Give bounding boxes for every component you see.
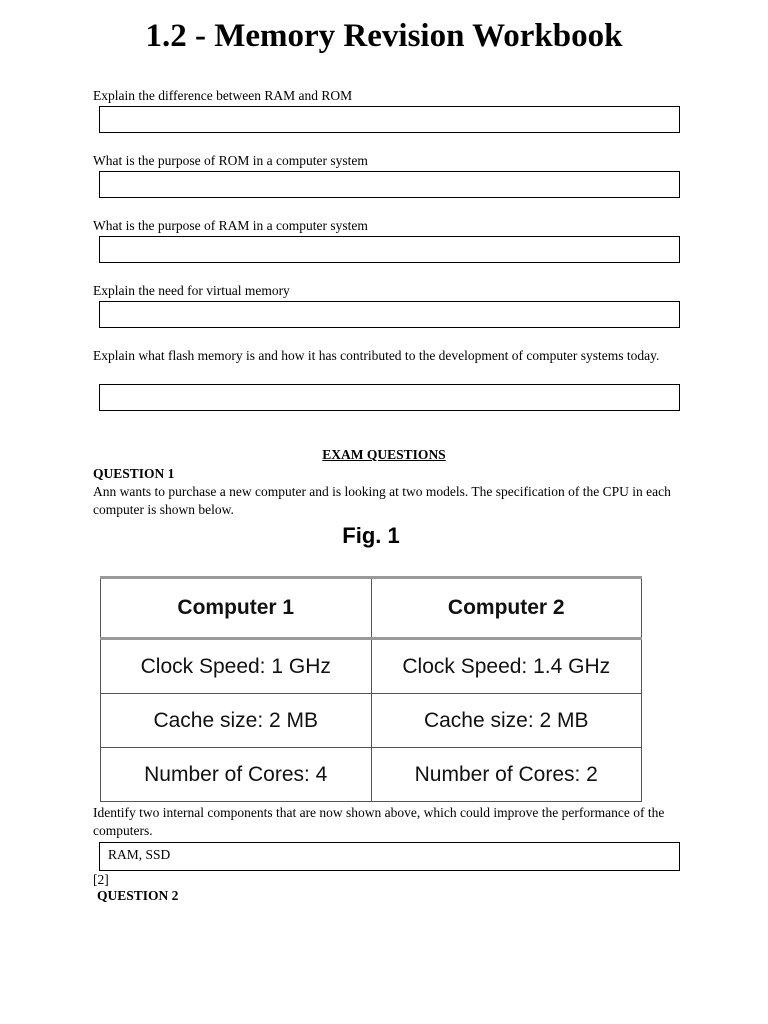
table-header-computer-2: Computer 2 bbox=[371, 578, 642, 639]
table-row bbox=[101, 694, 642, 748]
question-2-text: What is the purpose of ROM in a computer system bbox=[93, 153, 368, 168]
question-1-answer-box[interactable]: RAM, SSD bbox=[99, 842, 680, 871]
question-2-label: QUESTION 2 bbox=[97, 888, 179, 903]
table-cell: Number of Cores: 4 bbox=[101, 748, 372, 802]
table-row bbox=[101, 639, 642, 694]
table-row bbox=[101, 748, 642, 802]
answer-box-2[interactable] bbox=[99, 171, 680, 198]
question-1-label: QUESTION 1 bbox=[93, 466, 175, 481]
question-1-text: Explain the difference between RAM and ROM bbox=[93, 88, 353, 103]
question-1-intro: Ann wants to purchase a new computer and is looking at two models. The specification of the CPU in each computer is shown below. bbox=[93, 484, 671, 517]
answer-box-4[interactable] bbox=[99, 301, 680, 328]
answer-box-1[interactable] bbox=[99, 106, 680, 133]
table-cell: Clock Speed: 1.4 GHz bbox=[371, 639, 642, 694]
exam-questions-heading: EXAM QUESTIONS bbox=[322, 447, 446, 462]
cpu-spec-table bbox=[100, 576, 642, 802]
question-4-text: Explain the need for virtual memory bbox=[93, 283, 290, 298]
table-cell: Cache size: 2 MB bbox=[101, 694, 372, 748]
figure-title: Fig. 1 bbox=[342, 523, 400, 548]
question-1-prompt: Identify two internal components that are now shown above, which could improve the performance of the computers. bbox=[93, 805, 665, 838]
table-cell: Number of Cores: 2 bbox=[371, 748, 642, 802]
question-3-text: What is the purpose of RAM in a computer system bbox=[93, 218, 368, 233]
table-header-computer-1: Computer 1 bbox=[101, 578, 372, 639]
answer-box-3[interactable] bbox=[99, 236, 680, 263]
table-cell: Clock Speed: 1 GHz bbox=[101, 639, 372, 694]
answer-box-5[interactable] bbox=[99, 384, 680, 411]
table-cell: Cache size: 2 MB bbox=[371, 694, 642, 748]
question-5-text: Explain what flash memory is and how it has contributed to the development of computer systems today. bbox=[93, 348, 660, 363]
marks-label: [2] bbox=[93, 872, 109, 887]
page-title: 1.2 - Memory Revision Workbook bbox=[145, 18, 623, 54]
table-header-row bbox=[101, 578, 642, 639]
